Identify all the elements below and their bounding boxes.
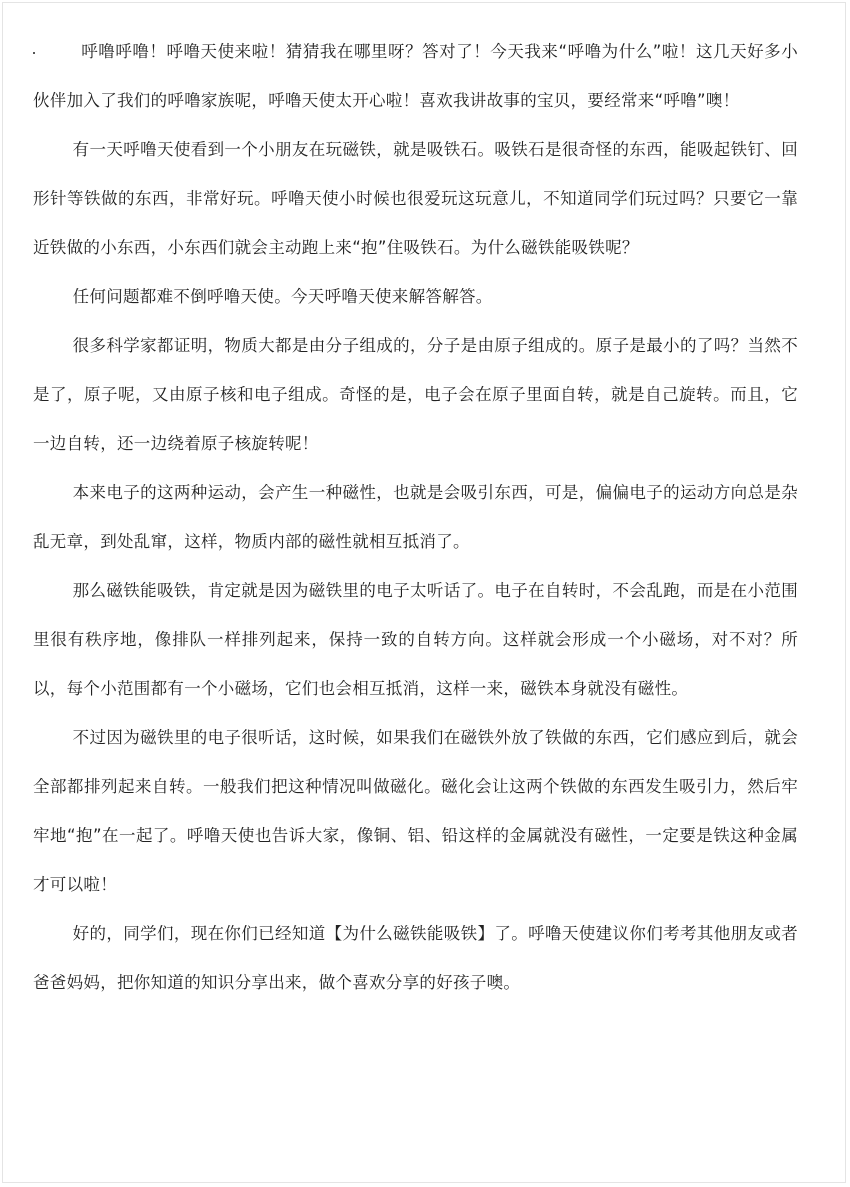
paragraph-7: 不过因为磁铁里的电子很听话，这时候，如果我们在磁铁外放了铁做的东西，它们感应到后，就会全部都排列起来自转。一般我们把这种情况叫做磁化。磁化会让这两个铁做的东西发生吸引力，然后牢牢地“抱”在一起了。呼噜天使也告诉大家，像铜、铝、铅这样的金属就没有磁性，一定要是铁这种金属才可以啦！: [33, 728, 798, 894]
paragraph-1: [33, 27, 798, 125]
document-body: [33, 27, 798, 1007]
paragraph-6: 那么磁铁能吸铁，肯定就是因为磁铁里的电子太听话了。电子在自转时，不会乱跑，而是在小范围里很有秩序地，像排队一样排列起来，保持一致的自转方向。这样就会形成一个小磁场，对不对？所以，每个小范围都有一个小磁场，它们也会相互抵消，这样一来，磁铁本身就没有磁性。: [33, 581, 798, 698]
paragraph-1-text: 呼噜呼噜！呼噜天使来啦！猜猜我在哪里呀？答对了！今天我来“呼噜为什么”啦！这几天好多小伙伴加入了我们的呼噜家族呢，呼噜天使太开心啦！喜欢我讲故事的宝贝，要经常来“呼噜”噢！: [33, 42, 798, 110]
stray-dot-mark: [33, 52, 35, 54]
document-page: [2, 2, 846, 1183]
paragraph-3: 任何问题都难不倒呼噜天使。今天呼噜天使来解答解答。: [72, 287, 493, 306]
paragraph-4: 很多科学家都证明，物质大都是由分子组成的，分子是由原子组成的。原子是最小的了吗？当然不是了，原子呢，又由原子核和电子组成。奇怪的是，电子会在原子里面自转，就是自己旋转。而且，它一边自转，还一边绕着原子核旋转呢！: [33, 336, 798, 453]
paragraph-5: 本来电子的这两种运动，会产生一种磁性，也就是会吸引东西，可是，偏偏电子的运动方向总是杂乱无章，到处乱窜，这样，物质内部的磁性就相互抵消了。: [33, 483, 798, 551]
paragraph-2: 有一天呼噜天使看到一个小朋友在玩磁铁，就是吸铁石。吸铁石是很奇怪的东西，能吸起铁钉、回形针等铁做的东西，非常好玩。呼噜天使小时候也很爱玩这玩意儿，不知道同学们玩过吗？只要它一靠近铁做的小东西，小东西们就会主动跑上来“抱”住吸铁石。为什么磁铁能吸铁呢？: [33, 140, 798, 257]
paragraph-8: 好的，同学们，现在你们已经知道【为什么磁铁能吸铁】了。呼噜天使建议你们考考其他朋友或者爸爸妈妈，把你知道的知识分享出来，做个喜欢分享的好孩子噢。: [33, 924, 798, 992]
